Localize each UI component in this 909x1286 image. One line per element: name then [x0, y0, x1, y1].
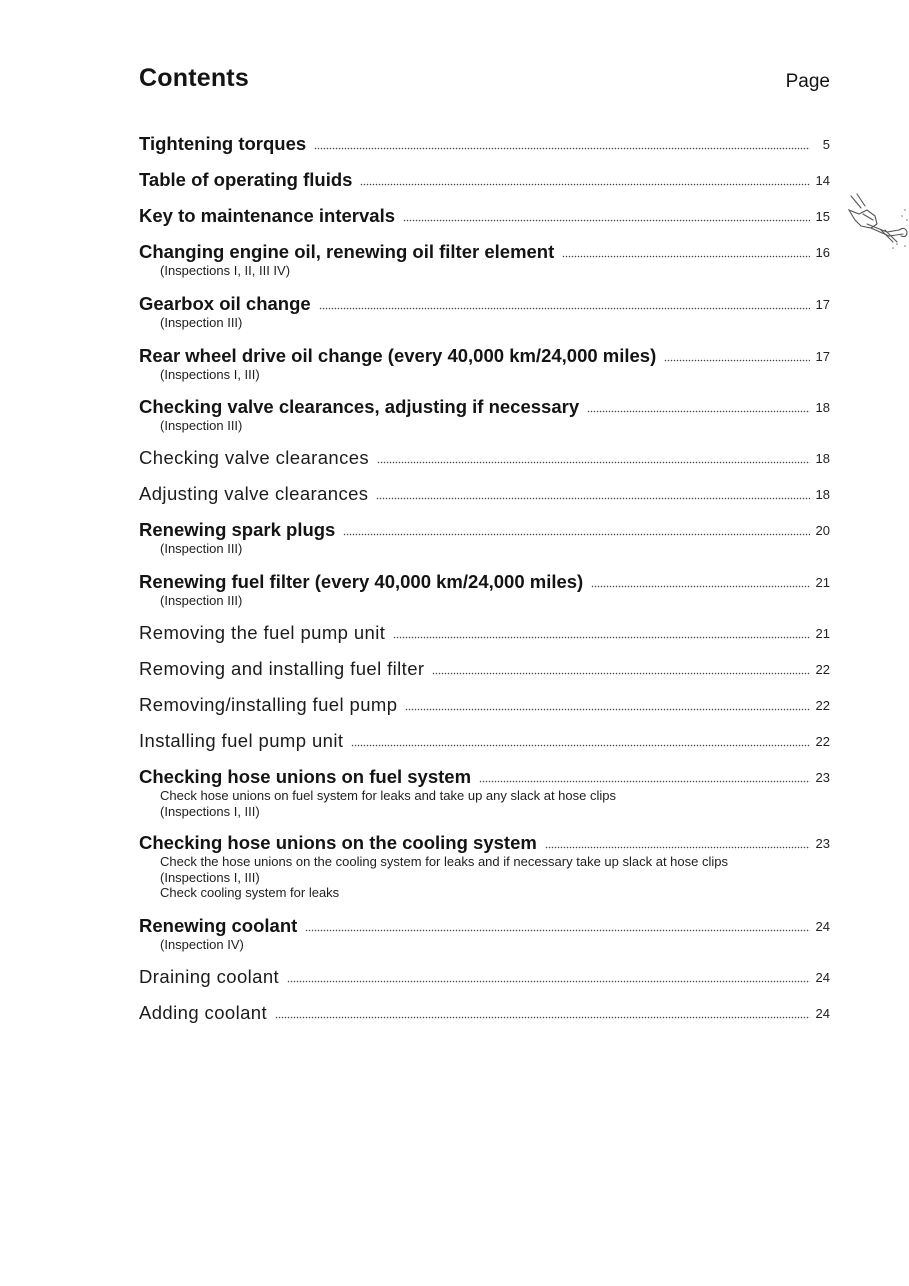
dot-leader	[360, 183, 810, 186]
toc-entry	[139, 567, 830, 609]
toc-entry-title: Installing fuel pump unit	[139, 730, 344, 751]
toc-entry-title: Checking hose unions on fuel system	[139, 766, 472, 787]
dot-leader	[351, 744, 810, 747]
toc-entry	[139, 762, 830, 819]
toc-entry-note: (Inspection III)	[160, 315, 243, 330]
toc-page-number: 18	[815, 451, 830, 466]
toc-page-number: 18	[815, 487, 830, 502]
dot-leader	[591, 585, 810, 588]
toc-entry-row	[139, 479, 830, 505]
toc-entry-row	[139, 690, 830, 716]
dot-leader	[587, 410, 810, 413]
toc-page-number: 17	[815, 297, 830, 312]
toc-entry-row	[139, 237, 830, 263]
toc-page-number: 5	[822, 137, 830, 152]
toc-entry-title: Checking hose unions on the cooling system	[139, 832, 537, 853]
toc-entry-title: Adjusting valve clearances	[139, 483, 369, 504]
toc-entry	[139, 828, 830, 901]
toc-entry	[139, 129, 830, 155]
toc-entry	[139, 690, 830, 716]
dot-leader	[275, 1016, 810, 1019]
toc-page-number: 21	[815, 575, 830, 590]
toc-entry-row	[139, 618, 830, 644]
toc-entry	[139, 654, 830, 680]
toc-page-number: 20	[815, 523, 830, 538]
toc-page-number: 22	[815, 662, 830, 677]
toc-entry-row	[139, 911, 830, 937]
toc-page-number: 21	[815, 626, 830, 641]
toc-entry-note: (Inspection III)	[160, 593, 243, 608]
toc-entry	[139, 237, 830, 279]
toc-entry-title: Checking valve clearances, adjusting if necessary	[139, 396, 580, 417]
dot-leader	[432, 672, 810, 675]
dot-leader	[479, 780, 810, 783]
toc-entry-row	[139, 654, 830, 680]
toc-entry	[139, 443, 830, 469]
toc-entry-row	[139, 341, 830, 367]
toc-entry-note: (Inspections I, II, III IV)	[160, 263, 291, 278]
toc-entry-title: Tightening torques	[139, 133, 307, 154]
dot-leader	[664, 359, 810, 362]
toc-entry	[139, 392, 830, 434]
toc-entry	[139, 998, 830, 1024]
toc-entry-row	[139, 443, 830, 469]
toc-entry-note: Check the hose unions on the cooling system for leaks and if necessary take up slack at hose clips	[160, 854, 728, 869]
toc-page-number: 16	[815, 245, 830, 260]
toc-entry-title: Changing engine oil, renewing oil filter element	[139, 241, 555, 262]
toc-page-number: 23	[815, 770, 830, 785]
toc-entry-row	[139, 726, 830, 752]
toc-entry-title: Renewing coolant	[139, 915, 298, 936]
toc-entry	[139, 165, 830, 191]
toc-entry-title: Removing the fuel pump unit	[139, 622, 386, 643]
dot-leader	[376, 497, 810, 500]
toc-entry-note: (Inspection IV)	[160, 937, 244, 952]
toc-entry	[139, 726, 830, 752]
toc-entry-row	[139, 129, 830, 155]
toc-entry-note: Check hose unions on fuel system for leaks and take up any slack at hose clips	[160, 788, 616, 803]
toc-entry-title: Removing/installing fuel pump	[139, 694, 398, 715]
toc-page-number: 18	[815, 400, 830, 415]
toc-page-number: 15	[815, 209, 830, 224]
toc-entry-row	[139, 289, 830, 315]
dot-leader	[343, 533, 810, 536]
toc-entry-note: Check cooling system for leaks	[160, 885, 340, 900]
toc-page-number: 24	[815, 919, 830, 934]
toc-entry	[139, 479, 830, 505]
dot-leader	[545, 846, 810, 849]
toc-entry-row	[139, 762, 830, 788]
toc-entry-row	[139, 165, 830, 191]
dot-leader	[377, 461, 810, 464]
toc-entry-title: Removing and installing fuel filter	[139, 658, 425, 679]
toc-entry	[139, 618, 830, 644]
toc-entry-title: Gearbox oil change	[139, 293, 311, 314]
toc-entry	[139, 515, 830, 557]
toc-entry-row	[139, 828, 830, 854]
toc-page-number: 24	[815, 1006, 830, 1021]
toc-entry-row	[139, 998, 830, 1024]
toc-entry-title: Renewing spark plugs	[139, 519, 336, 540]
dot-leader	[314, 147, 810, 150]
toc-entry	[139, 911, 830, 953]
toc-page-number: 22	[815, 698, 830, 713]
dot-leader	[393, 636, 810, 639]
page-column-label: Page	[785, 71, 830, 92]
page-title: Contents	[139, 64, 249, 92]
toc-entry-note: (Inspection III)	[160, 418, 243, 433]
dot-leader	[403, 219, 810, 222]
toc-entry-row	[139, 201, 830, 227]
toc-entry	[139, 201, 830, 227]
toc-entry	[139, 289, 830, 331]
toc-entry-title: Adding coolant	[139, 1002, 267, 1023]
dot-leader	[319, 307, 810, 310]
toc-page-number: 24	[815, 970, 830, 985]
toc-page-number: 17	[815, 349, 830, 364]
hand-with-wrench-icon	[847, 190, 909, 252]
dot-leader	[562, 255, 810, 258]
toc-entry-title: Renewing fuel filter (every 40,000 km/24,000 miles)	[139, 571, 584, 592]
toc-entry-row	[139, 392, 830, 418]
toc-entry	[139, 341, 830, 383]
toc-entry-title: Rear wheel drive oil change (every 40,000 km/24,000 miles)	[139, 345, 657, 366]
toc-entry	[139, 962, 830, 988]
toc-entry-title: Table of operating fluids	[139, 169, 353, 190]
toc-entry-note: (Inspections I, III)	[160, 869, 260, 885]
toc-page-number: 22	[815, 734, 830, 749]
toc-entry-note: (Inspection III)	[160, 541, 243, 556]
dot-leader	[305, 929, 810, 932]
dot-leader	[287, 980, 810, 983]
toc-entry-title: Checking valve clearances	[139, 447, 370, 468]
toc-page-number: 14	[815, 173, 830, 188]
toc-entry-row	[139, 515, 830, 541]
toc-entry-note: (Inspections I, III)	[160, 803, 260, 819]
toc-entry-title: Key to maintenance intervals	[139, 205, 396, 226]
toc-entry-title: Draining coolant	[139, 966, 280, 987]
toc-page-number: 23	[815, 836, 830, 851]
toc-entry-row	[139, 567, 830, 593]
dot-leader	[405, 708, 810, 711]
table-of-contents	[139, 0, 830, 1286]
toc-entry-row	[139, 962, 830, 988]
toc-entry-note: (Inspections I, III)	[160, 367, 260, 382]
